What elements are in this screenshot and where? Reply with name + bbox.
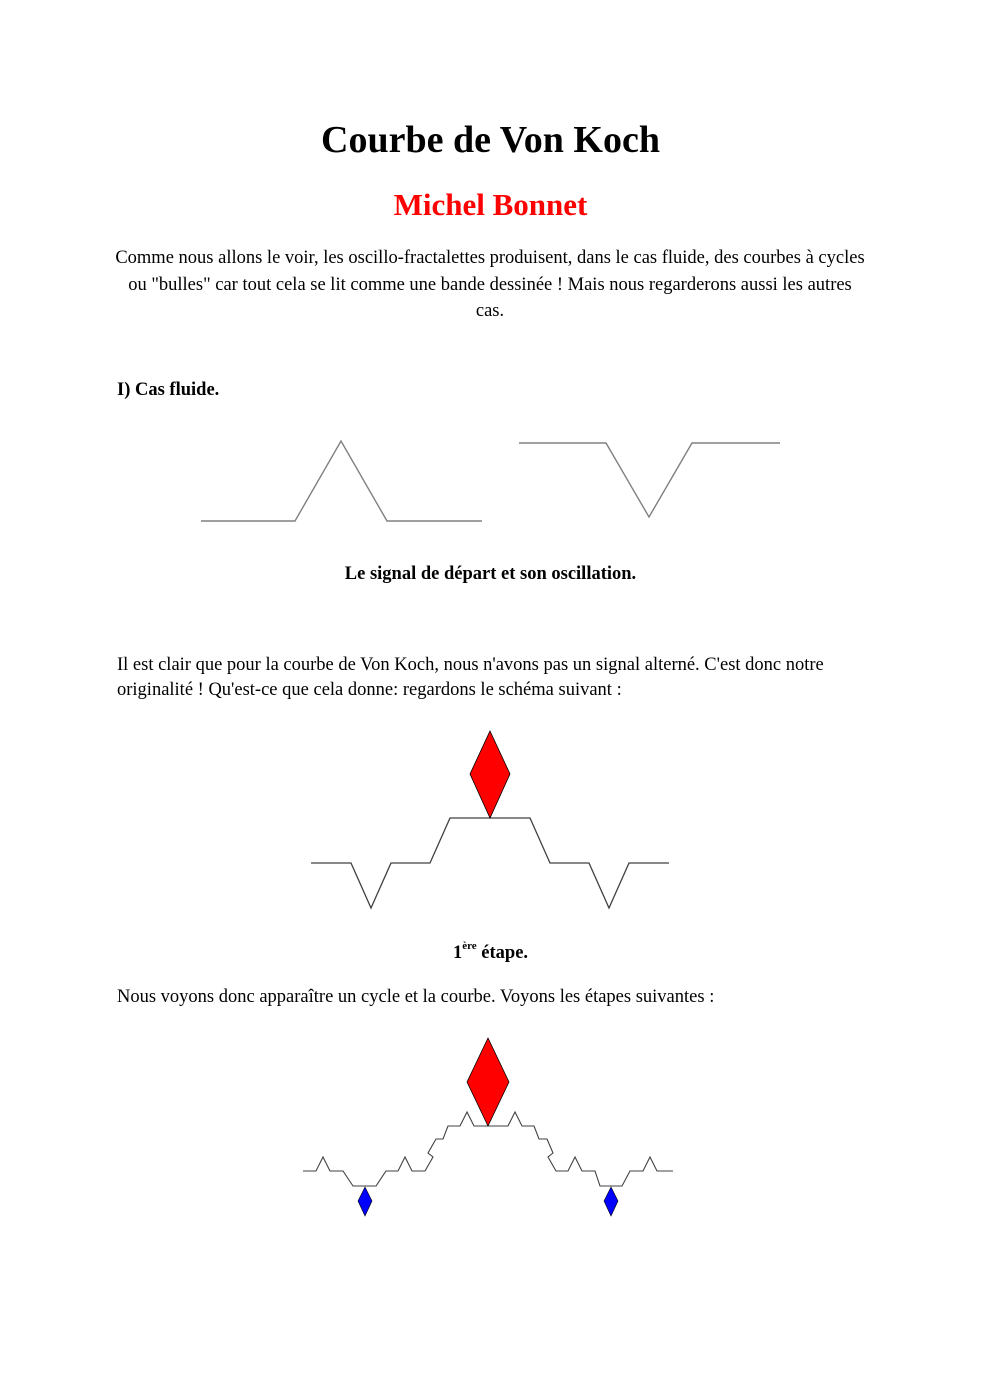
blue-diamond-left <box>358 1187 372 1216</box>
red-diamond-cycle <box>470 731 510 818</box>
figure2-caption-superscript: ère <box>462 940 477 952</box>
paragraph-next-steps: Nous voyons donc apparaître un cycle et la courbe. Voyons les étapes suivantes : <box>117 987 715 1007</box>
section-heading: I) Cas fluide. <box>117 380 220 400</box>
figure2-caption-text: étape. <box>476 943 529 963</box>
blue-diamond-right <box>604 1187 618 1216</box>
figure2-caption-number: 1 <box>452 943 463 963</box>
intro-paragraph: Comme nous allons le voir, les oscillo-fractalettes produisent, dans le cas fluide, des courbes à cycles ou "bulles" car tout cela se lit comme une bande dessinée ! Mais nous regarderons aussi les autres cas. <box>115 248 865 321</box>
page-title: Courbe de Von Koch <box>321 119 660 161</box>
author-name: Michel Bonnet <box>393 187 588 222</box>
koch-oscillation-signal <box>519 443 780 517</box>
red-diamond-cycle-large <box>467 1038 509 1126</box>
figure2-caption <box>0 940 981 966</box>
koch-first-step-curve <box>311 818 669 908</box>
paragraph-von-koch: Il est clair que pour la courbe de Von Koch, nous n'avons pas un signal alterné. C'est donc notre originalité ! Qu'est-ce que cela donne: regardons le schéma suivant : <box>117 655 824 700</box>
figure1-caption: Le signal de départ et son oscillation. <box>344 564 637 584</box>
koch-start-signal <box>201 441 482 521</box>
